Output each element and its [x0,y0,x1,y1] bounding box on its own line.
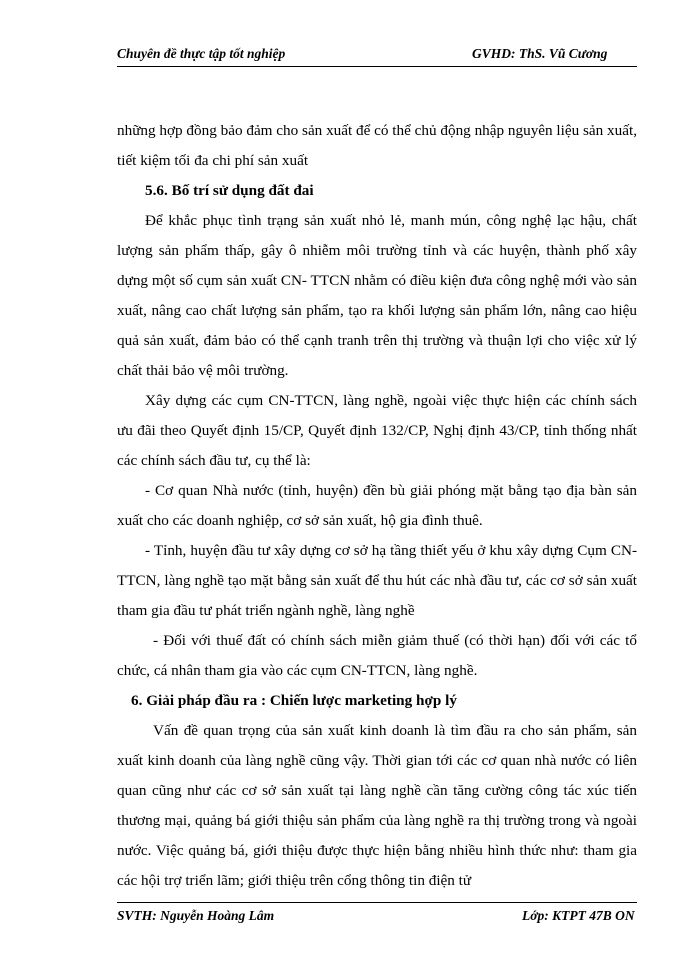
header-supervisor: GVHD: ThS. Vũ Cương [472,46,608,61]
paragraph-continuation: những hợp đồng bảo đảm cho sản xuất để có thể chủ động nhập nguyên liệu sản xuất, tiết kiệm tối đa chi phí sản xuất [117,122,637,169]
footer-class: Lớp: KTPT 47B ON [522,908,635,923]
section-heading-5-6: 5.6. Bố trí sử dụng đất đai [145,182,314,199]
paragraph-marketing: Vấn đề quan trọng của sản xuất kinh doanh là tìm đầu ra cho sản phẩm, sản xuất kinh doanh của làng nghề cũng vậy. Thời gian tới các cơ quan nhà nước có liên quan cũng như các cơ sở sản xuất tại làng nghề cần tăng cường công tác xúc tiến thương mại, quảng bá giới thiệu sản phẩm của làng nghề ra thị trường trong và ngoài nước. Việc quảng bá, giới thiệu được thực hiện bằng nhiều hình thức như: tham gia các hội trợ triển lãm; giới thiệu trên cổng thông tin điện tử [117,722,637,889]
bullet-tax: - Đối với thuế đất có chính sách miễn giảm thuế (có thời hạn) đối với các tổ chức, cá nhân tham gia vào các cụm CN-TTCN, làng nghề. [117,632,637,679]
header-title: Chuyên đề thực tập tốt nghiệp [117,46,286,61]
paragraph-land-use: Để khắc phục tình trạng sản xuất nhỏ lẻ, manh mún, công nghệ lạc hậu, chất lượng sản phẩm thấp, gây ô nhiễm môi trường tỉnh và các huyện, thành phố xây dựng một số cụm sản xuất CN- TTCN nhằm có điều kiện đưa công nghệ mới vào sản xuất, nâng cao chất lượng sản phẩm, tạo ra khối lượng sản phẩm lớn, nâng cao hiệu quả sản xuất, đảm bảo có thể cạnh tranh trên thị trường và thuận lợi cho việc xử lý chất thải bảo vệ môi trường. [117,212,637,379]
bullet-compensation: - Cơ quan Nhà nước (tỉnh, huyện) đền bù giải phóng mặt bằng tạo địa bàn sản xuất cho các doanh nghiệp, cơ sở sản xuất, hộ gia đình thuê. [117,482,637,529]
section-heading-6: 6. Giải pháp đầu ra : Chiến lược marketing hợp lý [131,692,457,709]
paragraph-cluster-policy: Xây dựng các cụm CN-TTCN, làng nghề, ngoài việc thực hiện các chính sách ưu đãi theo Quyết định 15/CP, Quyết định 132/CP, Nghị định 43/CP, tỉnh thống nhất các chính sách đầu tư, cụ thể là: [117,392,637,469]
page-footer [117,902,637,927]
bullet-infrastructure: - Tỉnh, huyện đầu tư xây dựng cơ sở hạ tầng thiết yếu ở khu xây dựng Cụm CN-TTCN, làng nghề tạo mặt bằng sản xuất để thu hút các nhà đầu tư, các cơ sở sản xuất tham gia đầu tư phát triển ngành nghề, làng nghề [117,542,637,619]
footer-student: SVTH: Nguyễn Hoàng Lâm [117,908,275,923]
document-body [117,116,637,896]
page-header [117,44,637,67]
